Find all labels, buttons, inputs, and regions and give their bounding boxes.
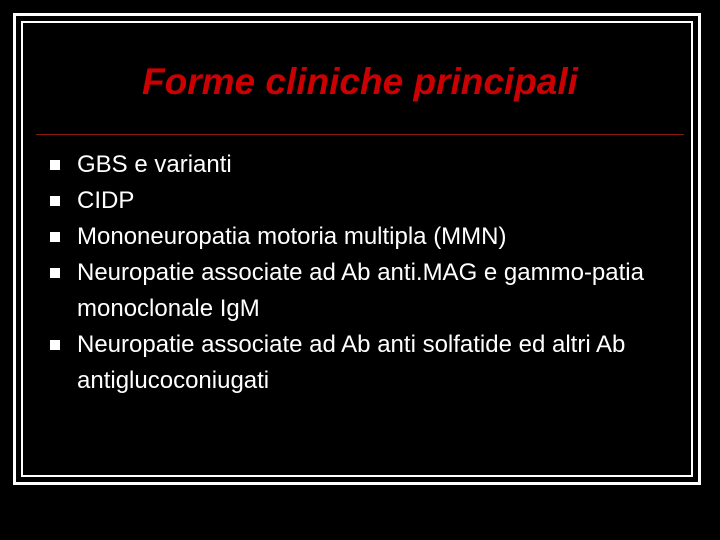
square-bullet-icon bbox=[50, 268, 60, 278]
bullet-item bbox=[50, 255, 690, 327]
bullet-text: CIDP bbox=[77, 187, 135, 214]
bullet-item bbox=[50, 183, 690, 219]
square-bullet-icon bbox=[50, 196, 60, 206]
bullet-text: Mononeuropatia motoria multipla (MMN) bbox=[77, 223, 507, 250]
title-divider bbox=[36, 134, 684, 135]
square-bullet-icon bbox=[50, 232, 60, 242]
bullet-text: GBS e varianti bbox=[77, 151, 232, 178]
bullet-item bbox=[50, 219, 690, 255]
bullet-text: Neuropatie associate ad Ab anti.MAG e gammo-patia monoclonale IgM bbox=[77, 259, 644, 322]
bullet-item bbox=[50, 327, 690, 399]
square-bullet-icon bbox=[50, 160, 60, 170]
bullet-list bbox=[50, 147, 690, 399]
bullet-text: Neuropatie associate ad Ab anti solfatide ed altri Ab antiglucoconiugati bbox=[77, 331, 626, 394]
slide-title: Forme cliniche principali bbox=[142, 61, 578, 102]
bullet-item bbox=[50, 147, 690, 183]
square-bullet-icon bbox=[50, 340, 60, 350]
